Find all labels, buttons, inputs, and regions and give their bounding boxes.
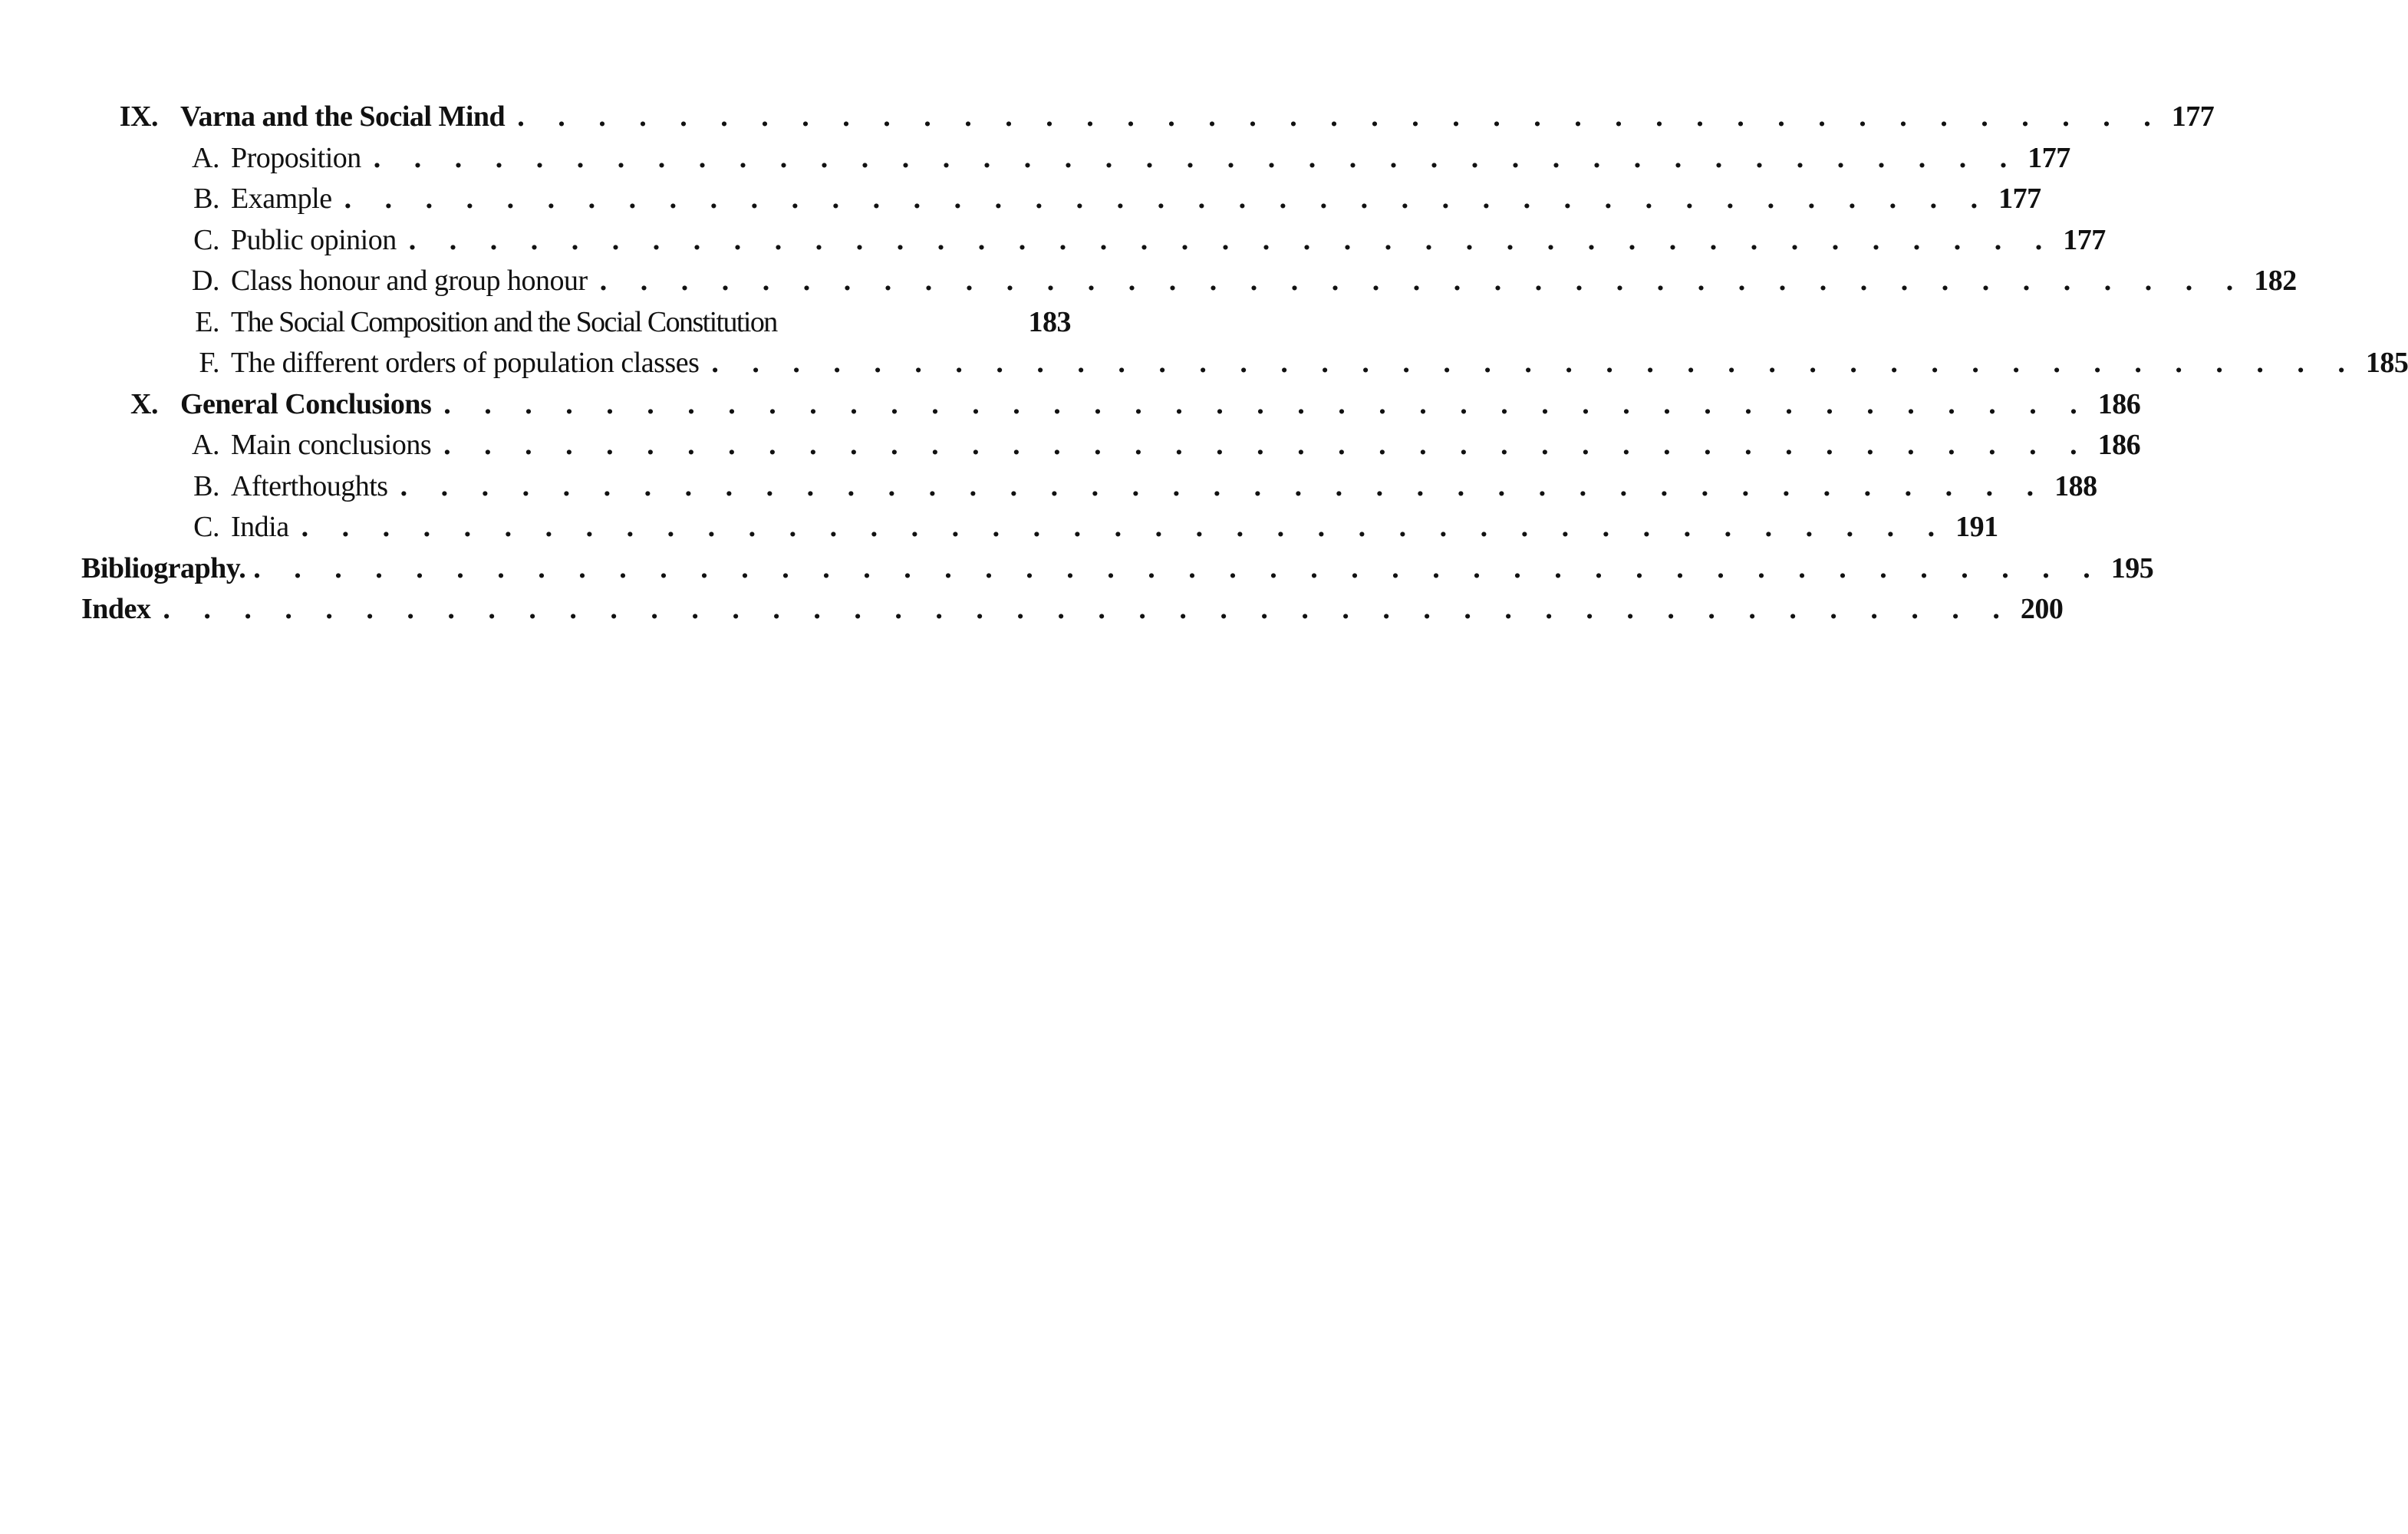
toc-section <box>81 507 1998 548</box>
toc-section <box>81 466 2097 508</box>
toc-entry-line <box>231 425 2141 465</box>
section-title: Proposition <box>231 141 361 174</box>
index-title: Index <box>81 593 151 625</box>
table-of-contents <box>81 97 2408 630</box>
chapter-number: IX. <box>119 100 158 133</box>
section-title: Afterthoughts <box>231 469 388 502</box>
dot-leader: . . . . . . . . . . . . . . . . . . . . . . . . . . . . . . . . . . . . . . . . . <box>599 265 2247 297</box>
toc-entry-line <box>231 302 1071 342</box>
dot-leader: . . . . . . . . . . . . . . . . . . . . . . . . . . . . . . . . . . . . . . . . . <box>373 141 2021 174</box>
toc-entry-line <box>231 261 2297 301</box>
page-number: 186 <box>2097 429 2141 461</box>
section-title: The different orders of population classes <box>231 347 700 379</box>
section-letter: A. <box>192 429 219 461</box>
section-letter: B. <box>193 469 219 502</box>
toc-index <box>81 589 2064 630</box>
section-letter: E. <box>195 305 219 338</box>
toc-entry-line <box>180 384 2141 424</box>
toc-section <box>81 261 2297 302</box>
page-number: 186 <box>2097 387 2141 420</box>
section-title: The Social Composition and the Social Constitution <box>231 305 777 338</box>
page-number: 200 <box>2020 593 2064 625</box>
chapter-title: General Conclusions <box>180 387 432 420</box>
toc-section <box>81 138 2070 179</box>
toc-chapter-x <box>81 384 2141 426</box>
dot-leader: . . . . . . . . . . . . . . . . . . . . . . . . . . . . . . . . . . . . . . . . . . . . . . <box>253 551 2103 584</box>
dot-leader: . . . . . . . . . . . . . . . . . . . . . . . . . . . . . . . . . . . . . . . . . <box>400 469 2047 502</box>
toc-entry-line <box>180 97 2215 137</box>
toc-entry-line <box>231 220 2106 260</box>
section-title: India <box>231 511 289 543</box>
page-number: 177 <box>1998 183 2041 215</box>
toc-entry-line <box>231 179 2041 219</box>
toc-entry-line <box>231 507 1998 547</box>
toc-entry-line <box>231 343 2408 383</box>
chapter-number: X. <box>130 387 158 420</box>
section-title: Main conclusions <box>231 429 432 461</box>
chapter-title: Varna and the Social Mind <box>180 100 506 133</box>
dot-leader: . . . . . . . . . . . . . . . . . . . . . . . . . . . . . . . . . . . . . . . . . . . . . . <box>163 593 2013 625</box>
section-letter: A. <box>192 141 219 174</box>
page-number: 191 <box>1955 511 1998 543</box>
toc-bibliography <box>81 548 2154 590</box>
section-title: Class honour and group honour <box>231 265 588 297</box>
page-number: 185 <box>2365 347 2408 379</box>
page-number: 182 <box>2254 265 2297 297</box>
page-number: 177 <box>2063 223 2106 256</box>
toc-section <box>81 425 2141 466</box>
section-title: Example <box>231 183 332 215</box>
dot-leader: . . . . . . . . . . . . . . . . . . . . . . . . . . . . . . . . . . . . . . . . . <box>517 100 2164 133</box>
toc-section <box>81 343 2408 384</box>
dot-leader: . . . . . . . . . . . . . . . . . . . . . . . . . . . . . . . . . . . . . . . . . <box>301 511 1948 543</box>
toc-section <box>81 302 1071 344</box>
toc-section <box>81 220 2106 262</box>
section-letter: D. <box>192 265 219 297</box>
page-number: 177 <box>2028 141 2070 174</box>
toc-chapter-ix <box>81 97 2215 138</box>
section-letter: F. <box>199 347 219 379</box>
toc-section <box>81 179 2041 220</box>
dot-leader: . . . . . . . . . . . . . . . . . . . . . . . . . . . . . . . . . . . . . . . . . <box>711 347 2358 379</box>
page-number: 177 <box>2171 100 2215 133</box>
section-letter: C. <box>193 511 219 543</box>
toc-entry-line <box>81 548 2154 588</box>
bibliography-title: Bibliography. <box>81 551 246 584</box>
toc-entry-line <box>81 589 2064 629</box>
section-letter: C. <box>193 223 219 256</box>
toc-entry-line <box>231 138 2070 178</box>
section-letter: B. <box>193 183 219 215</box>
dot-leader: . . . . . . . . . . . . . . . . . . . . . . . . . . . . . . . . . . . . . . . . . <box>344 183 1991 215</box>
dot-leader: . . . . . . . . . . . . . . . . . . . . . . . . . . . . . . . . . . . . . . . . . <box>443 429 2090 461</box>
dot-leader: . . . . . . . . . . . . . . . . . . . . . . . . . . . . . . . . . . . . . . . . . <box>408 223 2056 256</box>
page-number: 183 <box>1028 305 1071 338</box>
page-number: 188 <box>2054 469 2097 502</box>
page-number: 195 <box>2110 551 2154 584</box>
dot-leader: . . . . . . . . . . . . . . . . . . . . . . . . . . . . . . . . . . . . . . . . . <box>443 387 2090 420</box>
toc-entry-line <box>231 466 2097 506</box>
section-title: Public opinion <box>231 223 397 256</box>
